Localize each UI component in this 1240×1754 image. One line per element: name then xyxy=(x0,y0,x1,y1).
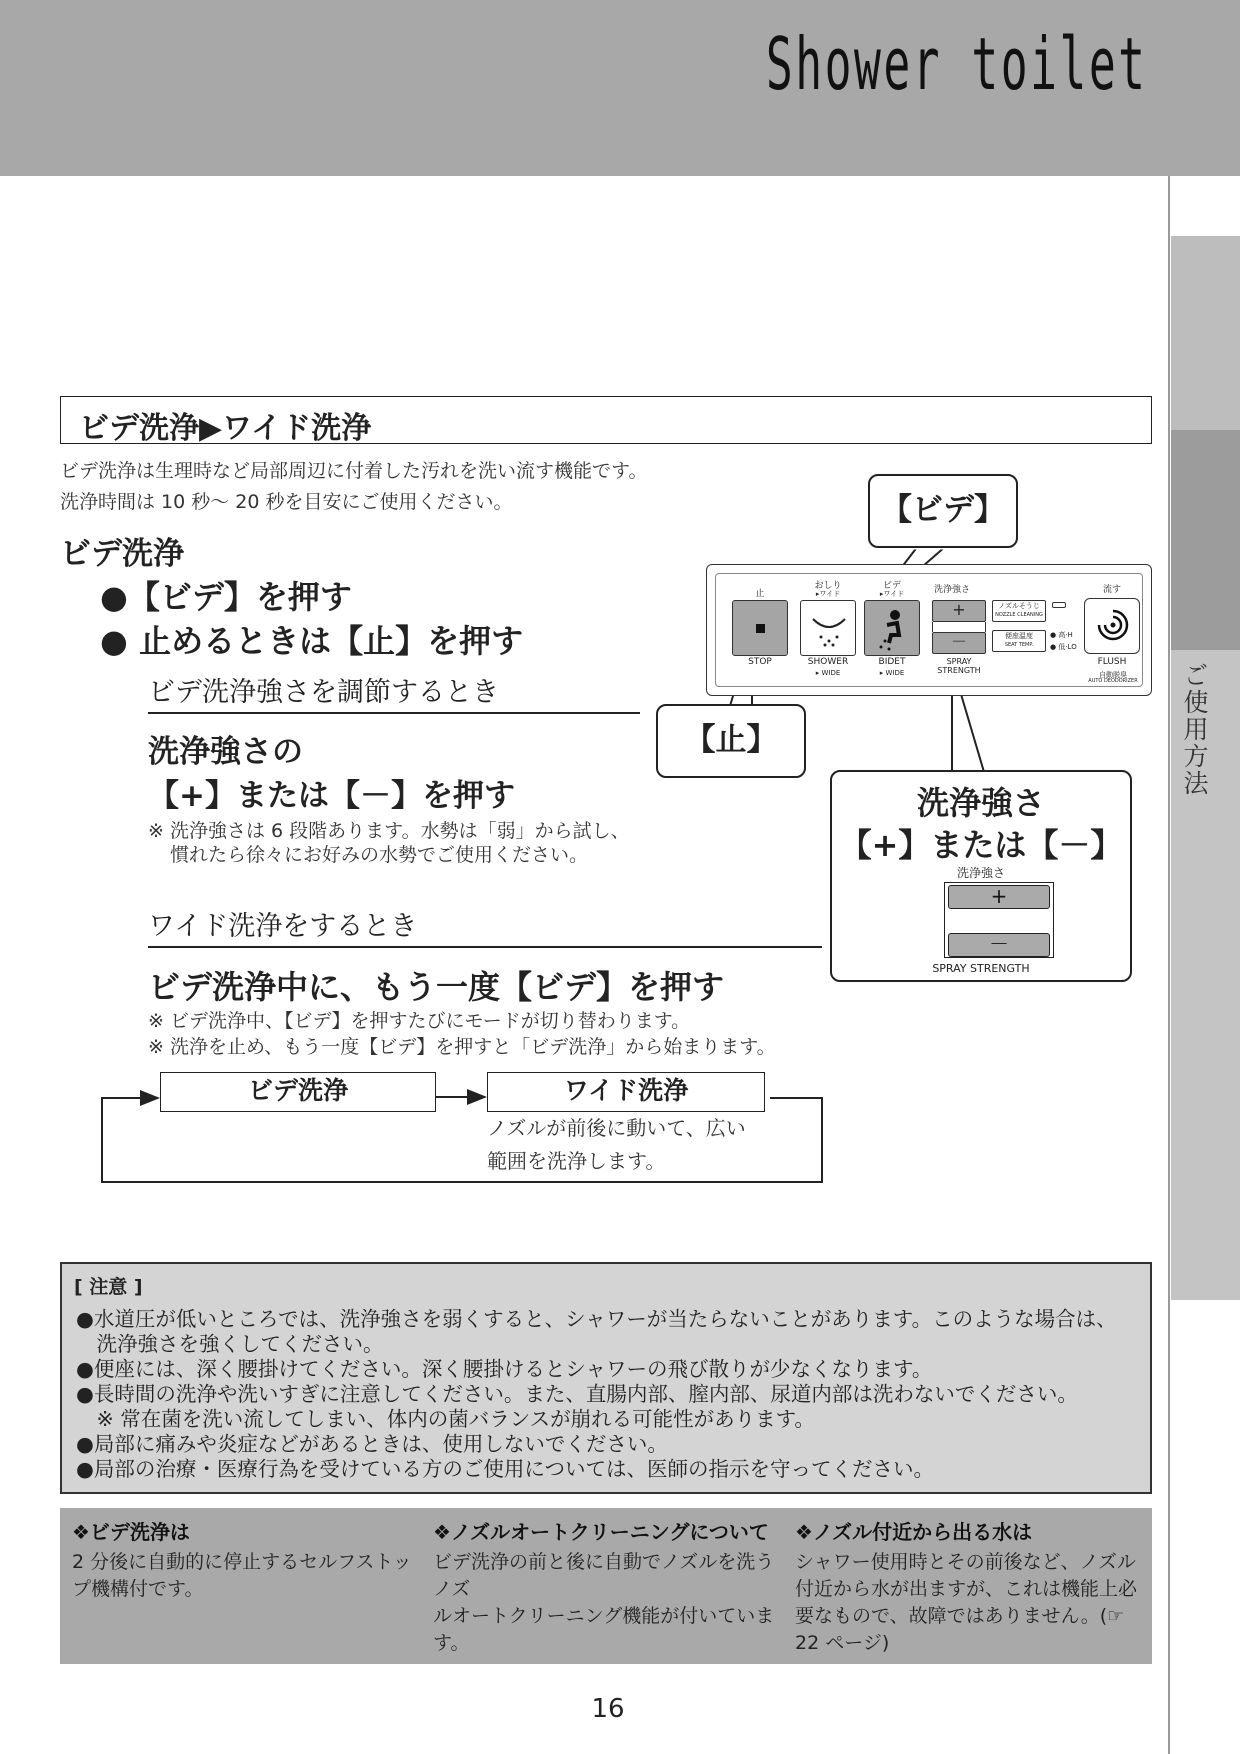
seat-temp-label: 便座温度 xyxy=(1005,632,1033,640)
remote-flush-label: 流す xyxy=(1102,585,1121,595)
info-nozzle-cleaning xyxy=(433,1516,783,1657)
info-line: シャワー使用時とその前後など、ノズル xyxy=(795,1551,1136,1573)
info-text xyxy=(433,1549,783,1657)
remote-spray-label-en: SPRAY STRENGTH xyxy=(937,657,981,675)
caution-line: ●長時間の洗浄や洗いすぎに注意してください。また、直腸内部、膣内部、尿道内部は洗わないでください。 xyxy=(76,1382,1078,1406)
shower-spray-icon xyxy=(801,601,857,657)
bidet-step-stop: ● 止めるときは【止】を押す xyxy=(100,622,524,660)
remote-shower-label: おしり xyxy=(814,581,842,591)
strength-note-line2: 慣れたら徐々にお好みの水勢でご使用ください。 xyxy=(170,844,589,866)
seat-temp-high: ● 高·H xyxy=(1050,631,1073,639)
bidet-heading: ビデ洗浄 xyxy=(60,536,184,572)
caution-title: [ 注意 ] xyxy=(74,1276,143,1298)
remote-stop-label: 止 xyxy=(755,589,765,599)
intro-line: 洗浄時間は 10 秒～ 20 秒を目安にご使用ください。 xyxy=(60,491,513,513)
remote-shower-button xyxy=(800,600,856,656)
remote-bidet-sub: ▸ワイド xyxy=(879,590,905,598)
remote-shower-label-en: SHOWER xyxy=(807,657,849,667)
zoom-plus-button: + xyxy=(948,885,1050,909)
caution-line: ●局部に痛みや炎症などがあるときは、使用しないでください。 xyxy=(76,1432,668,1456)
wide-note1: ※ ビデ洗浄中、【ビデ】を押すたびにモードが切り替わります。 xyxy=(148,1010,691,1032)
remote-bidet-sub-en: ▸ WIDE xyxy=(879,669,905,677)
strength-instruction-line1: 洗浄強さの xyxy=(148,734,303,770)
info-line: 2 分後に自動的に停止するセルフストッ xyxy=(72,1551,412,1573)
intro-line: ビデ洗浄は生理時など局部周辺に付着した汚れを洗い流す機能です。 xyxy=(60,460,648,482)
remote-flush-label-en: FLUSH xyxy=(1097,657,1127,667)
info-box xyxy=(60,1508,1152,1664)
stop-square-icon xyxy=(756,624,765,633)
callout-bidet: 【ビデ】 xyxy=(868,474,1018,548)
info-heading: ❖ノズルオートクリーニングについて xyxy=(433,1520,769,1544)
bidet-step-press: ●【ビデ】を押す xyxy=(100,578,352,616)
strength-note-line1: ※ 洗浄強さは 6 段階あります。水勢は「弱」から試し、 xyxy=(148,820,630,842)
caution-box xyxy=(60,1262,1152,1494)
callout-spray-strength xyxy=(830,770,1132,982)
remote-auto-deodorizer: 自動脱臭 xyxy=(1099,671,1127,679)
section-title: ビデ洗浄▶ワイド洗浄 xyxy=(79,411,372,446)
info-line: 要なもので、故障ではありません。(☞ xyxy=(795,1605,1125,1627)
info-line: プ機構付です。 xyxy=(72,1578,204,1600)
flow-desc-line: ノズルが前後に動いて、広い xyxy=(487,1116,746,1140)
remote-spray-label: 洗浄強さ xyxy=(933,585,970,595)
info-text xyxy=(72,1549,412,1603)
bidet-person-icon xyxy=(865,601,921,657)
nozzle-cleaning-label-en: NOZZLE CLEANING xyxy=(995,612,1043,618)
remote-seat-temp-button xyxy=(992,630,1046,652)
info-line: 付近から水が出ますが、これは機能上必 xyxy=(795,1578,1138,1600)
caution-line: ●便座には、深く腰掛けてください。深く腰掛けるとシャワーの飛び散りが少なくなります。 xyxy=(76,1357,933,1381)
flow-desc-line: 範囲を洗浄します。 xyxy=(487,1149,666,1173)
info-line: ルオートクリーニング機能が付いています。 xyxy=(433,1605,775,1654)
caution-line: ●局部の治療・医療行為を受けている方のご使用については、医師の指示を守ってください。 xyxy=(76,1457,934,1481)
side-tab-label: ご使用方法 xyxy=(1180,662,1209,797)
callout-spray-label-jp: 洗浄強さ xyxy=(956,866,1005,880)
spray-button-gap xyxy=(932,622,986,632)
info-line: ビデ洗浄の前と後に自動でノズルを洗うノズ xyxy=(433,1551,775,1600)
remote-bidet-button xyxy=(864,600,920,656)
remote-bidet-label-en: BIDET xyxy=(878,657,906,667)
remote-nozzle-cleaning-button xyxy=(992,600,1046,622)
remote-auto-deodorizer-en: AUTO DEODORIZER xyxy=(1088,678,1138,684)
wide-subheading: ワイド洗浄をするとき xyxy=(148,911,418,942)
spray-zoom-panel xyxy=(944,882,1054,958)
remote-bidet-label: ビデ xyxy=(882,581,901,591)
flow-box-bidet: ビデ洗浄 xyxy=(160,1072,436,1112)
page-number: 16 xyxy=(591,1694,625,1724)
flush-swirl-icon xyxy=(1085,599,1141,655)
remote-spray-plus-button: + xyxy=(932,600,986,622)
flow-description xyxy=(487,1112,746,1178)
remote-flush-button xyxy=(1084,598,1140,654)
remote-control-illustration xyxy=(706,564,1152,696)
nozzle-cleaning-label: ノズルそうじ xyxy=(998,602,1040,610)
info-self-stop xyxy=(72,1516,412,1603)
info-nozzle-water xyxy=(795,1516,1145,1657)
callout-spray-buttons: 【+】または【－】 xyxy=(839,826,1123,864)
remote-panel xyxy=(715,573,1143,687)
remote-shower-sub-en: ▸ WIDE xyxy=(815,669,841,677)
seat-temp-label-en: SEAT TEMP. xyxy=(1004,642,1034,648)
brand-logo: Shower toilet xyxy=(766,22,1148,106)
caution-line: 洗浄強さを強くしてください。 xyxy=(76,1332,384,1356)
seat-temp-low: ● 低·LO xyxy=(1050,643,1077,651)
callout-spray-title: 洗浄強さ xyxy=(916,784,1045,822)
info-text xyxy=(795,1549,1145,1657)
strength-subheading: ビデ洗浄強さを調節するとき xyxy=(148,677,499,708)
strength-instruction-line2: 【+】または【－】を押す xyxy=(148,778,515,814)
caution-line: ●水道圧が低いところでは、洗浄強さを弱くすると、シャワーが当たらないことがあります。このような場合は、 xyxy=(76,1307,1117,1331)
remote-stop-label-en: STOP xyxy=(748,657,772,667)
info-heading: ❖ノズル付近から出る水は xyxy=(795,1520,1033,1544)
battery-icon xyxy=(1052,602,1066,608)
caution-line: ※ 常在菌を洗い流してしまい、体内の菌バランスが崩れる可能性があります。 xyxy=(76,1407,815,1431)
info-heading: ❖ビデ洗浄は xyxy=(72,1520,190,1544)
info-line: 22 ページ) xyxy=(795,1632,890,1654)
remote-stop-button xyxy=(732,600,788,656)
callout-stop: 【止】 xyxy=(656,704,806,778)
remote-spray-minus-button: － xyxy=(932,632,986,654)
wide-note2: ※ 洗浄を止め、もう一度【ビデ】を押すと「ビデ洗浄」から始まります。 xyxy=(148,1036,776,1058)
zoom-minus-button: － xyxy=(948,933,1050,957)
callout-spray-label-en: SPRAY STRENGTH xyxy=(932,962,1030,975)
wide-instruction: ビデ洗浄中に、もう一度【ビデ】を押す xyxy=(148,968,725,1006)
remote-shower-sub: ▸ワイド xyxy=(815,590,841,598)
flow-box-wide: ワイド洗浄 xyxy=(487,1072,765,1112)
